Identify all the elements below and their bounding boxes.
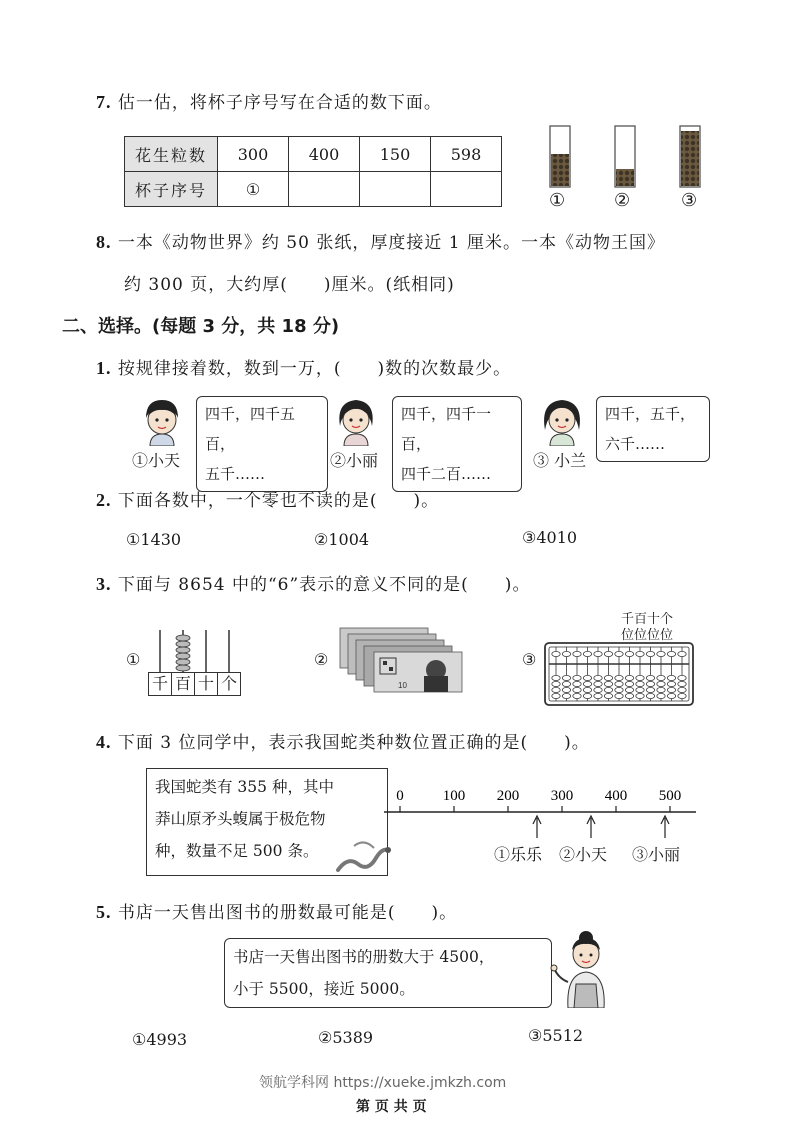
snake-icon [334, 836, 392, 876]
banknotes-icon [336, 626, 466, 696]
box-line: 种，数量不足 500 条。 [155, 842, 319, 860]
cup-1-icon [550, 126, 570, 187]
option[interactable]: ②1004 [314, 530, 370, 549]
number-line-tick-label: 100 [442, 788, 466, 804]
c4-text: 下面 3 位同学中，表示我国蛇类种数位置正确的是( )。 [117, 733, 590, 753]
table-cell: 300 [218, 137, 289, 172]
kid-label: ③ 小兰 [533, 451, 587, 470]
option[interactable]: ①1430 [126, 530, 182, 549]
counter-rods-icon [148, 628, 242, 672]
arrow-label[interactable]: ③小丽 [632, 845, 681, 864]
option[interactable]: ③5512 [528, 1026, 584, 1045]
c2-text: 下面各数中，一个零也不读的是( )。 [117, 491, 440, 511]
place-label: 百 [172, 672, 195, 696]
bubble-line: 书店一天售出图书的册数大于 4500， [233, 948, 495, 966]
table-row [125, 137, 502, 172]
c3-text: 下面与 8654 中的“6”表示的意义不同的是( )。 [117, 575, 531, 595]
c2-number: 2. [96, 490, 112, 510]
arrow-label[interactable]: ①乐乐 [494, 845, 543, 864]
page-number: 第 页 共 页 [356, 1099, 427, 1115]
bubble-line: 四千，四千一百， [401, 405, 492, 453]
bubble-line: 五千…… [205, 465, 266, 483]
box-line: 莽山原矛头蝮属于极危物 [155, 810, 326, 828]
option[interactable]: ②5389 [318, 1028, 374, 1047]
bubble-line: 四千，四千五百， [205, 405, 296, 453]
abacus-header-top: 千百十个 [621, 612, 674, 627]
girl-avatar-icon [540, 396, 584, 446]
number-line-tick-label: 0 [396, 788, 404, 804]
place-label: 个 [218, 672, 241, 696]
bubble-line: 六千…… [605, 435, 666, 453]
c5-number: 5. [96, 902, 112, 922]
cup-label: ① [549, 190, 566, 211]
c1-prompt [96, 354, 511, 379]
c4-prompt [96, 728, 590, 753]
option[interactable]: ①4993 [132, 1030, 188, 1049]
q7-text: 估一估，将杯子序号写在合适的数下面。 [117, 93, 442, 113]
answer-cell[interactable] [431, 172, 502, 207]
speech-bubble [196, 396, 328, 492]
answer-cell[interactable]: ① [218, 172, 289, 207]
number-line [380, 780, 700, 840]
c2-prompt [96, 486, 439, 511]
table-row [125, 172, 502, 207]
section-title: 二、选择。(每题 3 分，共 18 分) [62, 316, 340, 337]
speech-bubble [224, 938, 552, 1008]
place-value-row [148, 672, 241, 696]
bubble-line: 四千，五千， [605, 405, 696, 423]
speech-bubble [596, 396, 710, 462]
c4-number: 4. [96, 732, 112, 752]
c1-text: 按规律接着数，数到一万，( )数的次数最少。 [117, 359, 512, 379]
cup-label: ② [614, 190, 631, 211]
peanut-table [124, 136, 502, 207]
table-header-peanuts: 花生粒数 [125, 137, 218, 172]
q7-prompt [96, 88, 442, 113]
option-2-label[interactable]: ② [314, 650, 329, 669]
c3-prompt [96, 570, 530, 595]
cup-3-icon [680, 126, 700, 187]
q8-line2: 约 300 页，大约厚( )厘米。(纸相同) [124, 275, 455, 295]
kid-label: ①小天 [132, 451, 181, 470]
q7-number: 7. [96, 92, 112, 112]
svg-text:10: 10 [398, 681, 407, 690]
girl-avatar-icon [334, 396, 378, 446]
arrow-label[interactable]: ②小天 [559, 845, 608, 864]
place-label: 十 [195, 672, 218, 696]
cup-label: ③ [681, 190, 698, 211]
kid-label: ②小丽 [330, 451, 379, 470]
place-label: 千 [148, 672, 172, 696]
c3-number: 3. [96, 574, 112, 594]
bubble-line: 四千二百…… [401, 465, 492, 483]
speech-bubble [392, 396, 522, 492]
bubble-line: 小于 5500，接近 5000。 [233, 980, 415, 998]
watermark: 领航学科网 https://xueke.jmkzh.com [259, 1075, 507, 1091]
table-header-cup-number: 杯子序号 [125, 172, 218, 207]
table-cell: 598 [431, 137, 502, 172]
cup-2-icon [615, 126, 635, 187]
shopkeeper-avatar-icon [550, 928, 614, 1008]
c1-number: 1. [96, 358, 112, 378]
table-cell: 400 [289, 137, 360, 172]
option-1-label[interactable]: ① [126, 650, 141, 669]
answer-cell[interactable] [289, 172, 360, 207]
q8-text: 一本《动物世界》约 50 张纸，厚度接近 1 厘米。一本《动物王国》 [117, 233, 665, 253]
box-line: 我国蛇类有 355 种，其中 [155, 778, 334, 796]
number-line-tick-label: 200 [496, 788, 520, 804]
number-line-tick-label: 500 [658, 788, 682, 804]
q8-number: 8. [96, 232, 112, 252]
table-cell: 150 [360, 137, 431, 172]
abacus-header-bottom: 位位位位 [621, 628, 674, 643]
q8-line1 [96, 228, 665, 253]
number-line-tick-label: 300 [550, 788, 574, 804]
answer-cell[interactable] [360, 172, 431, 207]
option-3-label[interactable]: ③ [522, 650, 537, 669]
boy-avatar-icon [140, 396, 184, 446]
abacus-icon [544, 642, 694, 706]
option[interactable]: ③4010 [522, 528, 578, 547]
c5-text: 书店一天售出图书的册数最可能是( )。 [117, 903, 458, 923]
c5-prompt [96, 898, 457, 923]
number-line-tick-label: 400 [604, 788, 628, 804]
